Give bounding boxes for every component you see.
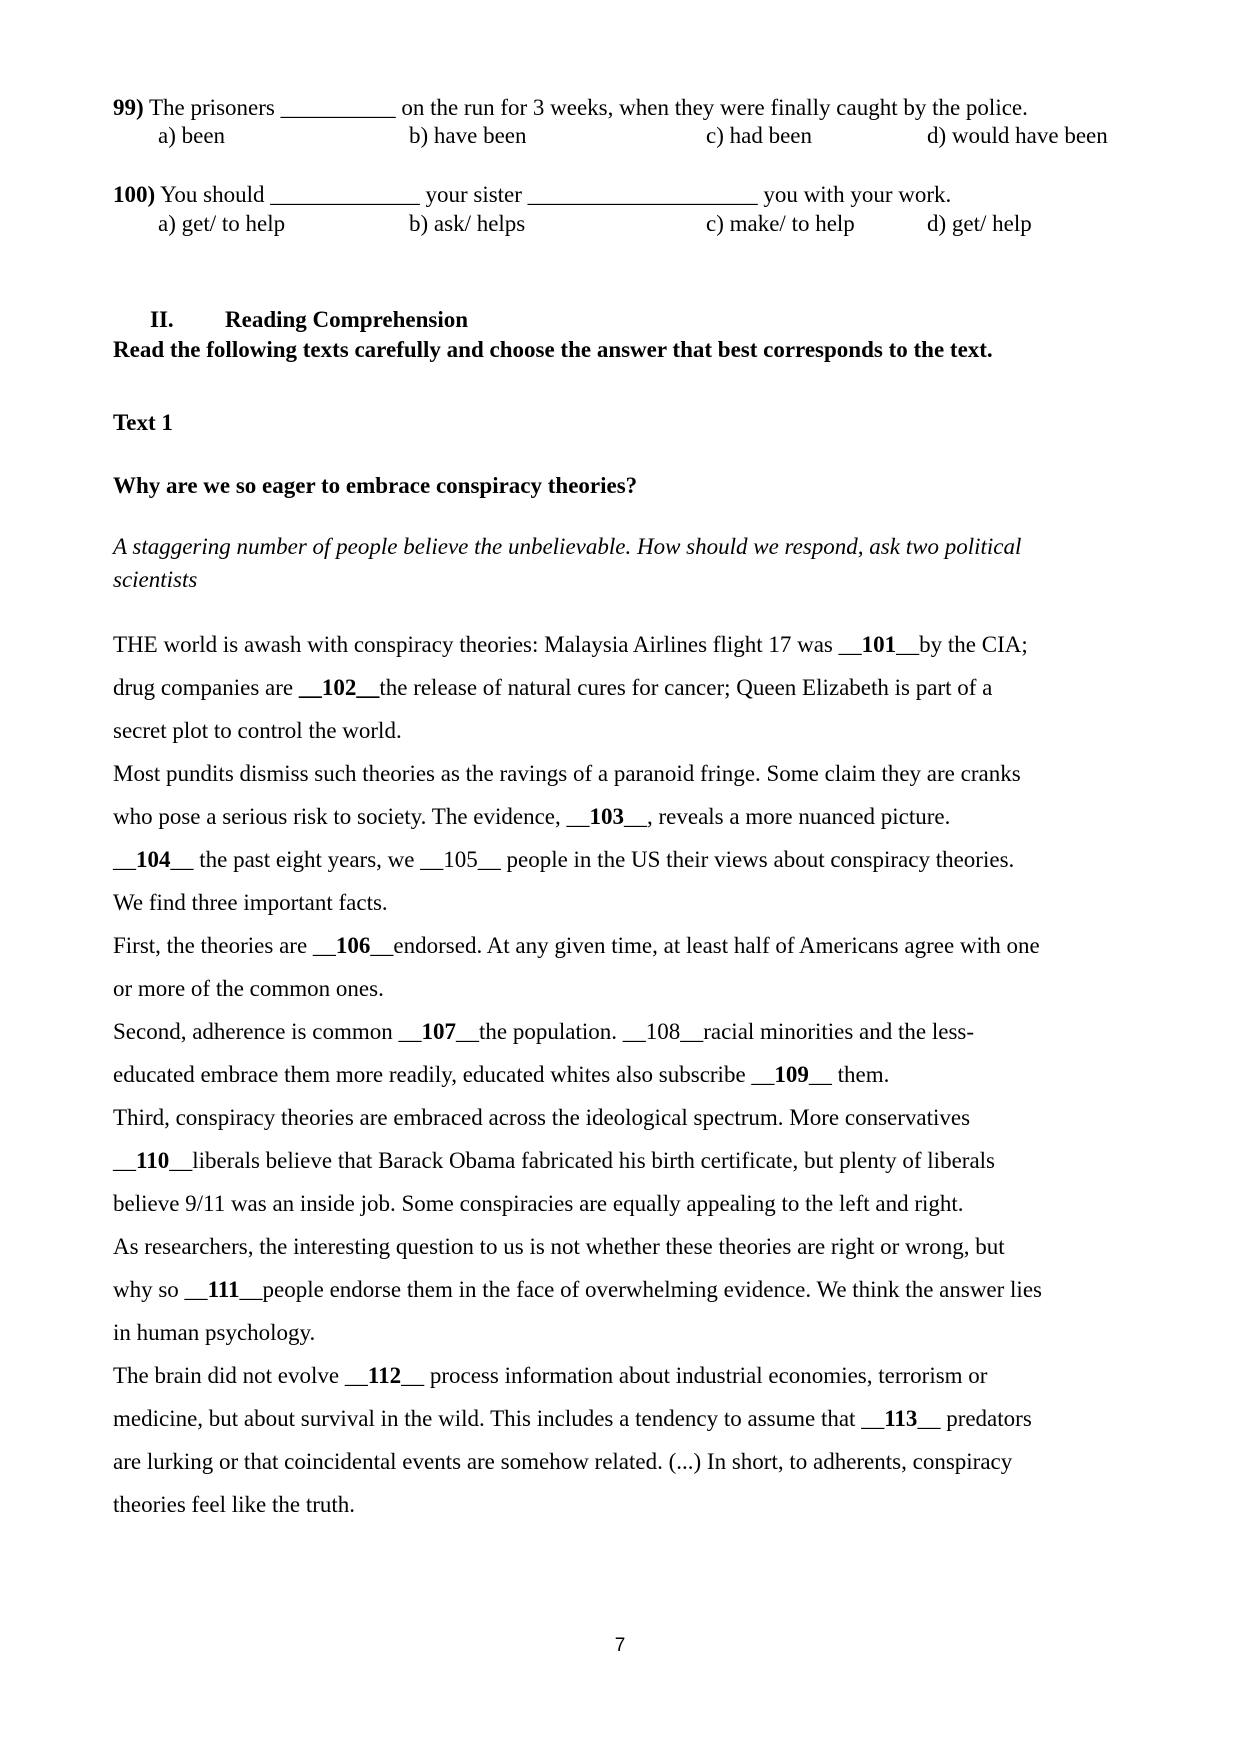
question-number: 100) (113, 182, 156, 207)
question-99 (113, 96, 1028, 119)
question-stem: You should _____________ your sister ____________________ you with your work. (155, 182, 952, 207)
passage-line: in human psychology. (113, 1320, 316, 1345)
section-instruction: Read the following texts carefully and choose the answer that best corresponds to the text. (113, 337, 993, 362)
passage-line: educated embrace them more readily, educated whites also subscribe __109__ them. (113, 1062, 890, 1087)
page-number: 7 (614, 1635, 626, 1656)
passage-line: believe 9/11 was an inside job. Some conspiracies are equally appealing to the left and right. (113, 1191, 964, 1216)
article-subtitle: A staggering number of people believe the unbelievable. How should we respond, ask two political (113, 534, 1022, 559)
blank-number: 101 (861, 632, 897, 657)
option-b: b) have been (409, 123, 527, 148)
blank-number: 107 (421, 1019, 456, 1044)
passage-line: or more of the common ones. (113, 976, 384, 1001)
passage-line: __110__liberals believe that Barack Obama fabricated his birth certificate, but plenty of liberals (113, 1148, 995, 1173)
passage-line: Third, conspiracy theories are embraced across the ideological spectrum. More conservatives (113, 1105, 971, 1130)
option-c: c) had been (706, 123, 812, 148)
question-number: 99) (113, 95, 144, 120)
passage-line: First, the theories are __106__endorsed. At any given time, at least half of Americans agree with one (113, 933, 1040, 958)
blank-number: 106 (335, 933, 371, 958)
section-number: II. (150, 307, 174, 332)
blank-number: 110 (136, 1148, 170, 1173)
text-label: Text 1 (113, 410, 173, 435)
question-stem: The prisoners __________ on the run for 3 weeks, when they were finally caught by the police. (143, 95, 1028, 120)
passage-line: medicine, but about survival in the wild. This includes a tendency to assume that __113__ predators (113, 1406, 1032, 1431)
option-b: b) ask/ helps (409, 211, 526, 236)
section-title: Reading Comprehension (225, 307, 469, 332)
passage-line: We find three important facts. (113, 890, 388, 915)
passage-line: The brain did not evolve __112__ process information about industrial economies, terrorism or (113, 1363, 988, 1388)
article-title: Why are we so eager to embrace conspiracy theories? (113, 473, 638, 498)
passage-line: Most pundits dismiss such theories as the ravings of a paranoid fringe. Some claim they are cranks (113, 761, 1021, 786)
option-a: a) get/ to help (158, 211, 286, 236)
blank-number: __102__ (298, 675, 380, 700)
blank-number: 112 (367, 1363, 402, 1388)
blank-number: 111 (207, 1277, 240, 1302)
question-100 (113, 183, 951, 206)
option-a: a) been (158, 123, 226, 148)
passage-line: drug companies are __102__the release of natural cures for cancer; Queen Elizabeth is part of a (113, 675, 993, 700)
option-d: d) would have been (927, 123, 1108, 148)
blank-number: 109 (774, 1062, 809, 1087)
passage-line: who pose a serious risk to society. The evidence, __103__, reveals a more nuanced picture. (113, 804, 951, 829)
option-c: c) make/ to help (706, 211, 855, 236)
blank-number: 103 (589, 804, 624, 829)
passage-line: why so __111__people endorse them in the face of overwhelming evidence. We think the answer lies (113, 1277, 1042, 1302)
article-subtitle: scientists (113, 567, 198, 592)
option-d: d) get/ help (927, 211, 1032, 236)
blank-number: 104 (136, 847, 171, 872)
blank-number: 113 (884, 1406, 918, 1431)
passage-line: Second, adherence is common __107__the population. __108__racial minorities and the less- (113, 1019, 975, 1044)
passage-line: __104__ the past eight years, we __105__ people in the US their views about conspiracy theories. (113, 847, 1015, 872)
passage-line: secret plot to control the world. (113, 718, 402, 743)
passage-line: theories feel like the truth. (113, 1492, 356, 1517)
passage-line: As researchers, the interesting question to us is not whether these theories are right or wrong, but (113, 1234, 1005, 1259)
passage-line: are lurking or that coincidental events are somehow related. (...) In short, to adherents, conspiracy (113, 1449, 1013, 1474)
passage-line: THE world is awash with conspiracy theories: Malaysia Airlines flight 17 was __101__by the CIA; (113, 632, 1028, 657)
